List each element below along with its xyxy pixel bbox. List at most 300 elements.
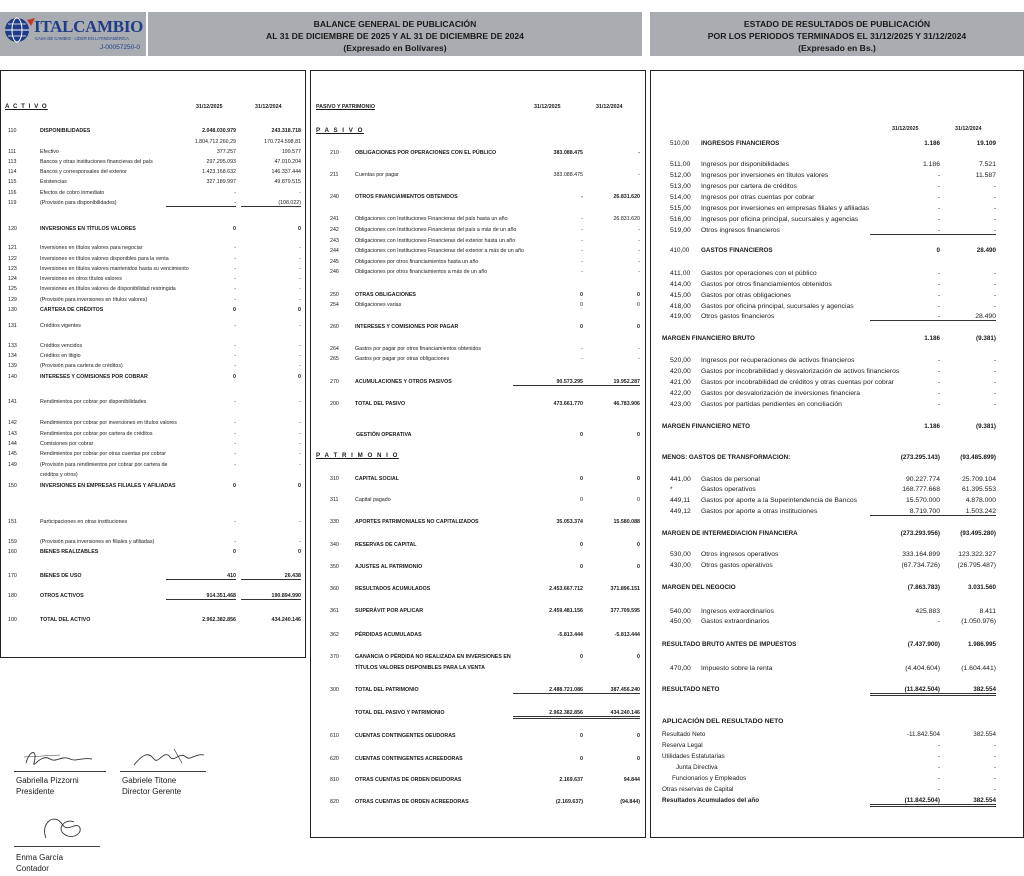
activo-row-value-2025: - [234, 539, 236, 545]
activo-row-label: Efectivo [40, 149, 59, 155]
activo-row-code: 160 [8, 549, 17, 555]
activo-row-label: TOTAL DEL ACTIVO [40, 617, 91, 623]
resultados-row-label: MARGEN DE INTERMEDIACION FINANCIERA [662, 530, 798, 537]
activo-row-code: 119 [8, 200, 17, 206]
aplicacion-row-label: Funcionarios y Empleados [672, 775, 747, 782]
activo-row-value-2025: - [234, 190, 236, 196]
pasivo-row-code: 310 [330, 476, 339, 482]
activo-row-value-2024: (108.022) [241, 200, 301, 207]
resultados-row-value-2025: 1.186 [922, 161, 940, 168]
pasivo-row-value-2024: -5.813.444 [614, 632, 640, 638]
resultados-row-value-2025: - [937, 303, 940, 310]
activo-row-value-2025: - [234, 256, 236, 262]
pasivo-row-value-2025: - [581, 238, 583, 244]
pasivo-row-label: TOTAL DEL PASIVO Y PATRIMONIO [355, 710, 445, 716]
pasivo-row-value-2024: - [638, 346, 640, 352]
pasivo-row-value-2025: (2.169.637) [555, 799, 583, 805]
resultados-row-code: 419,00 [670, 313, 691, 320]
pasivo-row-code: 246 [330, 269, 339, 275]
pasivo-row-code: 243 [330, 238, 339, 244]
resultados-row-label: Ingresos por inversiones en títulos valores [701, 172, 829, 179]
activo-row-code: 142 [8, 420, 17, 426]
resultados-row-value-2025: - [937, 368, 940, 375]
resultados-row-label: Gastos de personal [701, 476, 760, 483]
activo-row-label: Efectos de cobro inmediato [40, 190, 105, 196]
balance-title: BALANCE GENERAL DE PUBLICACIÓN [313, 19, 477, 29]
activo-row-code: 144 [8, 441, 17, 447]
activo-row-code: 116 [8, 190, 17, 196]
pasivo-row-code: 264 [330, 346, 339, 352]
pasivo-row-label: PÉRDIDAS ACUMULADAS [355, 632, 422, 638]
pasivo-row-code: 240 [330, 194, 339, 200]
signature-pizzorni-icon [20, 745, 100, 771]
activo-row-value-2024: - [299, 245, 301, 251]
activo-col1: 31/12/2025 [196, 104, 223, 110]
resultados-row-value-2024: - [993, 401, 996, 408]
aplicacion-row-label: Otras reservas de Capital [662, 786, 734, 793]
signer-3-role: Contador [16, 864, 49, 873]
activo-row-value-2025: 1.423.168.632 [202, 169, 236, 175]
resultados-row-label: Ingresos por disponibilidades [701, 161, 790, 168]
activo-row-value-2024: - [299, 462, 301, 468]
activo-row-value-2025: - [234, 343, 236, 349]
pasivo-row-value-2025: 2.962.382.856 [513, 710, 583, 719]
resultados-row-value-2025: (7.437.900) [907, 641, 940, 648]
pasivo-row-value-2024: 94.844 [623, 777, 640, 783]
aplicacion-row-value-2025: -11.842.504 [906, 731, 940, 738]
activo-row-label: Comisiones por cobrar [40, 441, 94, 447]
activo-row-code: 114 [8, 169, 17, 175]
activo-row-value-2025: - [234, 451, 236, 457]
resultados-row-label: Gastos por incobrabilidad y desvalorización de activos financieros [701, 368, 900, 375]
pasivo-row-value-2024: 371.896.151 [610, 586, 640, 592]
activo-row-code: 141 [8, 399, 17, 405]
pasivo-row-value-2024: 0 [637, 432, 640, 438]
resultados-row-value-2024: - [993, 183, 996, 190]
pasivo-row-value-2024: 387.456.240 [580, 687, 640, 694]
pasivo-row-value-2025: - [581, 227, 583, 233]
activo-row-value-2024: 0 [298, 374, 301, 380]
resultados-row-code: 420,00 [670, 368, 691, 375]
pasivo-row-value-2024: 0 [637, 733, 640, 739]
activo-row-value-2024: 0 [298, 483, 301, 489]
pasivo-row-label: CUENTAS CONTINGENTES DEUDORAS [355, 733, 456, 739]
resultados-row-code: 519,00 [670, 227, 691, 234]
resultados-row-value-2025: (11.842.504) [870, 686, 940, 696]
pasivo-row-value-2025: 0 [580, 302, 583, 308]
resultados-row-value-2025: - [937, 172, 940, 179]
resultados-row-value-2025: - [937, 281, 940, 288]
activo-row-value-2025: - [234, 363, 236, 369]
resultados-row-code: 449,11 [670, 497, 691, 504]
pasivo-row-value-2024: - [638, 259, 640, 265]
activo-row-code: 115 [8, 179, 17, 185]
resultados-row-code: 515,00 [670, 205, 691, 212]
resultados-row-label: Gastos operativos [701, 486, 756, 493]
activo-row-value-2025: - [234, 323, 236, 329]
activo-row-value-2024: - [299, 441, 301, 447]
activo-row-value-2024: 0 [298, 307, 301, 313]
resultados-row-value-2024: 25.709.104 [961, 476, 996, 483]
pasivo-row-code: 820 [330, 799, 339, 805]
pasivo-row-value-2024: - [638, 227, 640, 233]
resultados-row-value-2025: - [937, 183, 940, 190]
pasivo-row-value-2025: 0 [580, 733, 583, 739]
pasivo-row-code: 244 [330, 248, 339, 254]
resultados-row-label: MENOS: GASTOS DE TRANSFORMACION: [662, 454, 791, 461]
activo-row-value-2024: - [299, 343, 301, 349]
resultados-row-label: Gastos por otras obligaciones [701, 292, 791, 299]
resultados-row-code: 410,00 [670, 247, 690, 254]
activo-row-label: Bancos y otras instituciones financieras del país [40, 159, 153, 165]
activo-row-label: BIENES DE USO [40, 573, 82, 579]
activo-row-value-2024: - [299, 399, 301, 405]
resultados-row-value-2025: 425.883 [915, 608, 940, 615]
company-logo [0, 12, 146, 56]
signature-line-2 [120, 771, 206, 772]
activo-row-value-2024: 199.577 [281, 149, 301, 155]
pasivo-row-label: Obligaciones con Instituciones Financieras del exterior hasta un año [355, 238, 516, 244]
resultados-row-value-2024: - [993, 292, 996, 299]
pasivo-row-value-2025: 0 [580, 756, 583, 762]
activo-row-value-2025: - [166, 200, 236, 207]
resultados-row-value-2025: - [870, 313, 940, 321]
aplicacion-row-value-2024: - [993, 753, 996, 760]
activo-row-label: BIENES REALIZABLES [40, 549, 99, 555]
pasivo-row-label: Obligaciones varias [355, 302, 402, 308]
activo-row-value-2025: - [234, 399, 236, 405]
pasivo-row-label: OBLIGACIONES POR OPERACIONES CON EL PÚBLICO [355, 150, 497, 156]
resultados-row-label: Otros ingresos operativos [701, 551, 779, 558]
activo-row-value-2025: - [234, 286, 236, 292]
aplicacion-row-value-2024: - [993, 742, 996, 749]
pasivo-row-value-2025: - [581, 216, 583, 222]
pasivo-row-code: 361 [330, 608, 339, 614]
pasivo-row-label: TOTAL DEL PATRIMONIO [355, 687, 419, 693]
resultados-row-label: Gastos extraordinarios [701, 618, 770, 625]
aplicacion-row-label: Reserva Legal [662, 742, 703, 749]
pasivo-row-value-2024: 0 [637, 542, 640, 548]
activo-col2: 31/12/2024 [255, 104, 282, 110]
activo-row-label: (Provisión para disponibilidades) [40, 200, 117, 206]
activo-row-value-2025: 0 [233, 226, 236, 232]
pasivo-row-value-2024: - [638, 172, 640, 178]
resultados-row-value-2025: (273.293.956) [900, 530, 940, 537]
resultados-row-code: 511,00 [670, 161, 691, 168]
activo-row-label: Rendimientos por cobrar por inversiones en títulos valores [40, 420, 177, 426]
activo-row-label: (Provisión para inversiones en títulos valores) [40, 297, 148, 303]
pasivo-col2: 31/12/2024 [596, 104, 623, 110]
activo-row-label: Existencias [40, 179, 67, 185]
resultados-row-value-2024: 123.322.327 [958, 551, 996, 558]
activo-row-value-2024: - [299, 420, 301, 426]
resultados-row-label: INGRESOS FINANCIEROS [701, 140, 780, 147]
aplicacion-row-value-2024: - [993, 775, 996, 782]
resultados-row-label: Ingresos por recuperaciones de activos financieros [701, 357, 855, 364]
activo-row-value-2024: 243.318.718 [271, 128, 301, 134]
aplicacion-row-label: Utilidades Estatutarias [662, 753, 725, 760]
activo-row-value-2025: - [234, 297, 236, 303]
activo-row-value-2024: - [299, 539, 301, 545]
pasivo-row-value-2024: 0 [637, 302, 640, 308]
aplicacion-row-value-2024: - [993, 764, 996, 771]
activo-row-value-2024: 0 [298, 226, 301, 232]
activo-row-label: Rendimientos por cobrar por disponibilidades [40, 399, 147, 405]
resultados-row-label: RESULTADO BRUTO ANTES DE IMPUESTOS [662, 641, 797, 648]
activo-row-code: 139 [8, 363, 17, 369]
activo-row-value-2024: 146.337.444 [271, 169, 301, 175]
pasivo-row-label: OTRAS CUENTAS DE ORDEN DEUDORAS [355, 777, 462, 783]
pasivo-row-value-2025: - [581, 356, 583, 362]
pasivo-row-code: 245 [330, 259, 339, 265]
activo-row-label: Créditos en litigio [40, 353, 81, 359]
pasivo-row-label: SUPERÁVIT POR APLICAR [355, 608, 424, 614]
pasivo-row-code: 270 [330, 379, 339, 385]
pasivo-row-code: 360 [330, 586, 339, 592]
results-title: ESTADO DE RESULTADOS DE PUBLICACIÓN [743, 19, 931, 29]
activo-row-value-2024: - [299, 353, 301, 359]
activo-row-label: INVERSIONES EN EMPRESAS FILIALES Y AFILIADAS [40, 483, 176, 489]
pasivo-row-value-2025: 90.573.295 [513, 379, 583, 386]
signer-1-role: Presidente [16, 787, 55, 796]
pasivo-row-code: 211 [330, 172, 339, 178]
pasivo-row-value-2025: 473.661.770 [553, 401, 583, 407]
resultados-row-code: 470,00 [670, 665, 691, 672]
resultados-row-value-2025: 1.186 [924, 335, 940, 342]
activo-row-value-2025: - [234, 245, 236, 251]
activo-row-label: Inversiones en títulos valores disponibles para la venta [40, 256, 169, 262]
pasivo-row-value-2024: 0 [637, 292, 640, 298]
activo-row-value-2025: 0 [233, 483, 236, 489]
pasivo-row-label: ACUMULACIONES Y OTROS PASIVOS [355, 379, 452, 385]
resultados-row-label: Otros gastos operativos [701, 562, 773, 569]
pasivo-row-value-2024: - [638, 269, 640, 275]
resultados-row-value-2024: - [993, 194, 996, 201]
pasivo-row-value-2025: -5.813.444 [557, 632, 583, 638]
resultados-row-value-2025: (67.734.726) [901, 562, 940, 569]
resultados-row-label: Ingresos por cartera de créditos [701, 183, 797, 190]
aplicacion-title: APLICACIÓN DEL RESULTADO NETO [662, 718, 784, 725]
pasivo-row-label: Cuentas por pagar [355, 172, 399, 178]
pasivo-row-value-2025: - [581, 259, 583, 265]
activo-row-code: 180 [8, 593, 17, 599]
aplicacion-row-label: Junta Directiva [676, 764, 718, 771]
activo-row-code: 110 [8, 128, 17, 134]
resultados-row-value-2024: - [993, 368, 996, 375]
resultados-row-value-2025: 90.227.774 [905, 476, 940, 483]
resultados-row-code: 449,12 [670, 508, 691, 515]
resultados-row-value-2024: (9.381) [976, 335, 996, 342]
resultados-row-code: * [670, 486, 673, 493]
activo-row-value-2024: - [299, 431, 301, 437]
signature-line-3 [14, 846, 100, 847]
pasivo-row-label: OTRAS CUENTAS DE ORDEN ACREEDORAS [355, 799, 469, 805]
resultados-row-value-2024: - [993, 303, 996, 310]
resultados-row-value-2024: - [993, 390, 996, 397]
activo-row-label: (Provisión para inversiones en filiales y afiliadas) [40, 539, 155, 545]
resultados-row-value-2025: - [937, 270, 940, 277]
aplicacion-row-value-2024: - [993, 786, 996, 793]
activo-row-value-2024: - [299, 451, 301, 457]
resultados-row-value-2024: - [993, 205, 996, 212]
activo-row-code: 125 [8, 286, 17, 292]
pasivo-row-value-2024: 26.831.620 [613, 194, 640, 200]
resultados-row-label: Gastos por incobrabilidad de créditos y otras cuentas por cobrar [701, 379, 895, 386]
activo-row-value-2025: 0 [233, 374, 236, 380]
pasivo-title: PASIVO Y PATRIMONIO [316, 104, 375, 110]
resultados-row-code: 540,00 [670, 608, 691, 615]
activo-row-label: Bancos y corresponsales del exterior [40, 169, 127, 175]
company-rif: J-00057250-0 [99, 44, 140, 51]
pasivo-row-value-2025: 383.088.475 [553, 150, 583, 156]
resultados-row-value-2025: - [937, 390, 940, 397]
resultados-row-code: 516,00 [670, 216, 691, 223]
pasivo-row-value-2025: 2.169.637 [559, 777, 583, 783]
resultados-row-value-2024: 3.031.560 [967, 584, 996, 591]
activo-row-code: 140 [8, 374, 17, 380]
pasivo-row-label: Obligaciones con Instituciones Financieras del exterior a más de un año [355, 248, 525, 254]
resultados-col2: 31/12/2024 [955, 126, 982, 132]
aplicacion-row-value-2024: 382.554 [973, 731, 996, 738]
pasivo-row-code: 610 [330, 733, 339, 739]
resultados-row-label: Gastos por otros financiamientos obtenidos [701, 281, 832, 288]
resultados-row-label: MARGEN FINANCIERO BRUTO [662, 335, 755, 342]
pasivo-row-code: 330 [330, 519, 339, 525]
pasivo-row-value-2024: 0 [637, 497, 640, 503]
activo-row-code: 123 [8, 266, 17, 272]
activo-row-code: 145 [8, 451, 17, 457]
activo-row-code: 150 [8, 483, 17, 489]
signer-1-name: Gabriella Pizzorni [16, 776, 79, 785]
activo-row-label: DISPONIBILIDADES [40, 128, 91, 134]
activo-row-value-2024: 0 [298, 549, 301, 555]
resultados-row-value-2024: 1.986.995 [967, 641, 996, 648]
activo-row-value-2025: 377.257 [216, 149, 236, 155]
pasivo-row-value-2025: 0 [580, 476, 583, 482]
resultados-row-value-2025: - [937, 216, 940, 223]
activo-row-label: Inversiones en títulos valores para negociar [40, 245, 143, 251]
balance-header [148, 12, 642, 56]
pasivo-row-code: 620 [330, 756, 339, 762]
pasivo-row-code: 340 [330, 542, 339, 548]
activo-row-code: 134 [8, 353, 17, 359]
pasivo-row-value-2024: - [638, 150, 640, 156]
resultados-row-code: 415,00 [670, 292, 691, 299]
resultados-row-label: RESULTADO NETO [662, 686, 720, 693]
resultados-row-label: Gastos por partidas pendientes en conciliación [701, 401, 842, 408]
pasivo-row-label: Gastos por pagar por otras obligaciones [355, 356, 450, 362]
resultados-row-value-2025: - [937, 357, 940, 364]
resultados-row-value-2024: (9.381) [976, 423, 996, 430]
activo-row-value-2025: - [234, 353, 236, 359]
activo-row-value-2025: - [234, 420, 236, 426]
activo-row-code: 170 [8, 573, 17, 579]
activo-row-value-2025: - [234, 441, 236, 447]
activo-row-value-2024: - [299, 363, 301, 369]
pasivo-row-value-2025: - [581, 248, 583, 254]
resultados-row-value-2024: 28.490 [976, 247, 996, 254]
resultados-col1: 31/12/2025 [892, 126, 919, 132]
activo-row-value-2024: - [299, 519, 301, 525]
results-period: POR LOS PERIODOS TERMINADOS EL 31/12/2025 Y 31/12/2024 [707, 31, 967, 41]
resultados-row-value-2025: - [937, 618, 940, 625]
pasivo-row-label: OTROS FINANCIAMIENTOS OBTENIDOS [355, 194, 458, 200]
resultados-row-value-2024: (93.485.899) [960, 454, 996, 461]
resultados-row-value-2025: - [870, 227, 940, 235]
resultados-row-value-2024: - [993, 270, 996, 277]
resultados-row-code: 510,00 [670, 140, 690, 147]
resultados-row-value-2025: 168.777.668 [902, 486, 940, 493]
activo-row-code: 143 [8, 431, 17, 437]
resultados-row-value-2025: 0 [936, 247, 940, 254]
aplicacion-row-value-2025: - [937, 786, 940, 793]
pasivo-row-value-2024: 0 [637, 654, 640, 660]
activo-row-value-2024: - [299, 190, 301, 196]
pasivo-row-code: 210 [330, 150, 339, 156]
pasivo-row-code: 250 [330, 292, 339, 298]
activo-row-code: 130 [8, 307, 17, 313]
italcambio-logo-icon [3, 16, 37, 44]
pasivo-row-label: OTRAS OBLIGACIONES [355, 292, 416, 298]
pasivo-row-code: 265 [330, 356, 339, 362]
pasivo-row-label: GANANCIA O PÉRDIDA NO REALIZADA EN INVERSIONES EN [355, 654, 511, 660]
brand-name: ITALCAMBIO [34, 17, 144, 36]
activo-row-value-2024: - [299, 323, 301, 329]
activo-row-value-2025: - [234, 266, 236, 272]
brand-tagline: CASA DE CAMBIO · LÍDER EN LATINOAMÉRICA [35, 36, 129, 41]
activo-row-label: Rendimientos por cobrar por otras cuentas por cobrar [40, 451, 167, 457]
pasivo-row-value-2024: 0 [637, 564, 640, 570]
resultados-row-label: MARGEN FINANCIERO NETO [662, 423, 751, 430]
activo-row-value-2024: 434.240.146 [271, 617, 301, 623]
aplicacion-row-value-2025: - [937, 764, 940, 771]
activo-row-code: 151 [8, 519, 17, 525]
activo-row-code: 159 [8, 539, 17, 545]
resultados-row-value-2024: - [993, 281, 996, 288]
resultados-row-value-2024: 28.490 [936, 313, 996, 321]
resultados-row-value-2024: 7.521 [978, 161, 996, 168]
resultados-row-value-2025: 8.719.700 [870, 508, 940, 516]
pasivo-row-value-2025: 0 [580, 292, 583, 298]
resultados-row-value-2024: - [993, 357, 996, 364]
activo-row-value-2025: 0 [233, 549, 236, 555]
resultados-row-value-2024: 4.878.000 [965, 497, 996, 504]
resultados-row-value-2025: - [937, 194, 940, 201]
pasivo-row-label: RESULTADOS ACUMULADOS [355, 586, 431, 592]
pasivo-row-value-2024: 46.783.906 [613, 401, 640, 407]
resultados-row-value-2024: - [993, 379, 996, 386]
pasivo-row-label: Obligaciones con Instituciones Financieras del país a más de un año [355, 227, 517, 233]
resultados-row-code: 450,00 [670, 618, 691, 625]
resultados-row-value-2025: 1.186 [924, 423, 940, 430]
pasivo-row-code: 370 [330, 654, 339, 660]
pasivo-row-label: Obligaciones con Instituciones Financieras del país hasta un año [355, 216, 508, 222]
resultados-row-value-2025: (7.863.783) [907, 584, 940, 591]
activo-row-label: CARTERA DE CRÉDITOS [40, 307, 104, 313]
pasivo-row-value-2024: 19.952.287 [580, 379, 640, 386]
pasivo-row-value-2025: - [581, 269, 583, 275]
resultados-row-value-2024: - [993, 216, 996, 223]
balance-period: AL 31 DE DICIEMBRE DE 2025 Y AL 31 DE DICIEMBRE DE 2024 [266, 31, 524, 41]
resultados-row-label: Gastos por aporte a la Superintendencia de Bancos [701, 497, 858, 504]
activo-row-code: 120 [8, 226, 17, 232]
activo-row-value-2024: 49.879.515 [274, 179, 301, 185]
resultados-row-value-2024: (1.604.441) [961, 665, 996, 672]
pasivo-row-value-2025: - [581, 346, 583, 352]
pasivo-row-value-2025: 35.053.374 [556, 519, 583, 525]
resultados-row-code: 411,00 [670, 270, 691, 277]
pasivo-row-code: 260 [330, 324, 339, 330]
